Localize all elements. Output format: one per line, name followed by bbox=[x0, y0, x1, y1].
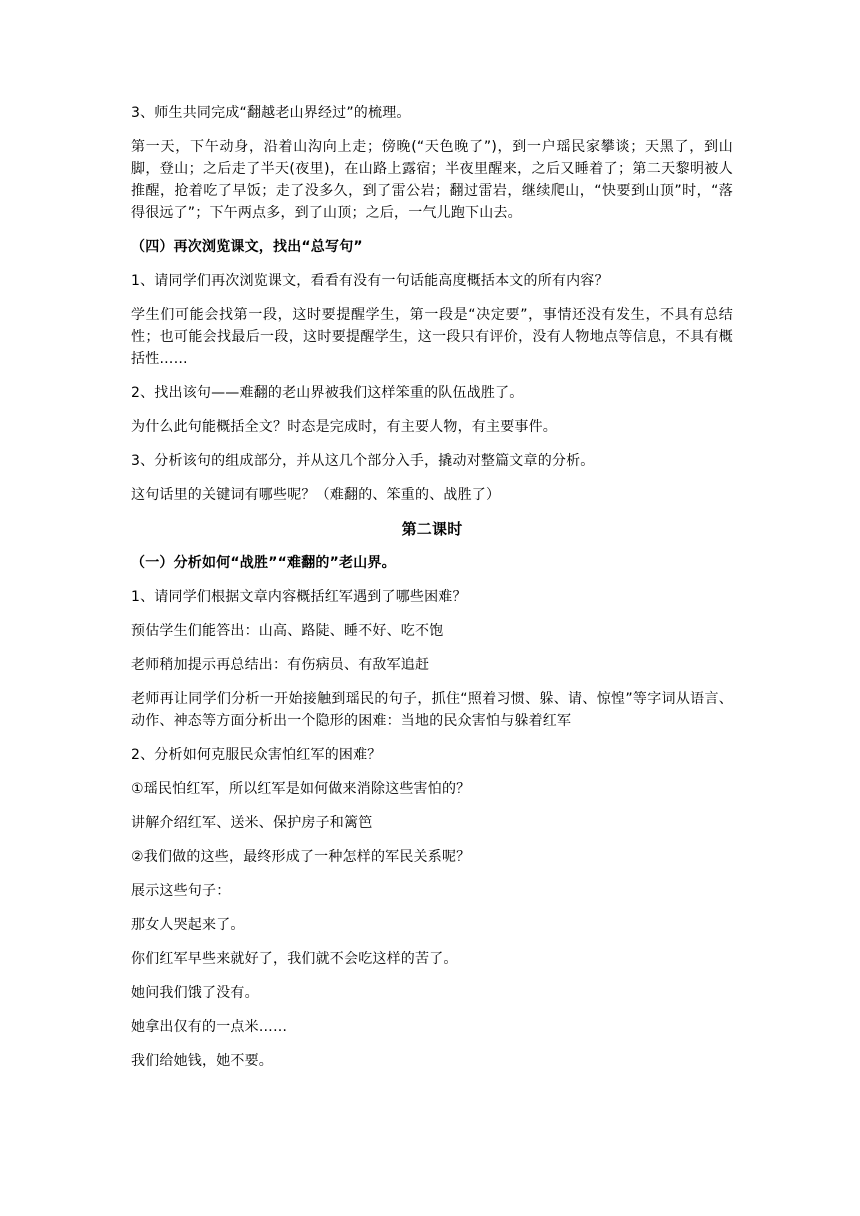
quoted-sentence: 她问我们饿了没有。 bbox=[131, 985, 259, 1001]
paragraph: 老师再让同学们分析一开始接触到瑶民的句子，抓住“照着习惯、躲、请、惊惶”等字词从语言、动作、神态等方面分析出一个隐形的困难：当地的民众害怕与躲着红军 bbox=[131, 691, 733, 729]
paragraph: 2、分析如何克服民众害怕红军的困难？ bbox=[131, 747, 382, 763]
lesson-title: 第二课时 bbox=[401, 520, 463, 538]
paragraph: ②我们做的这些，最终形成了一种怎样的军民关系呢？ bbox=[131, 849, 471, 865]
paragraph: 为什么此句能概括全文？时态是完成时，有主要人物，有主要事件。 bbox=[131, 419, 557, 435]
paragraph: ①瑶民怕红军，所以红军是如何做来消除这些害怕的？ bbox=[131, 781, 471, 797]
paragraph: 2、找出该句——难翻的老山界被我们这样笨重的队伍战胜了。 bbox=[131, 385, 524, 401]
paragraph: 学生们可能会找第一段，这时要提醒学生，第一段是“决定要”，事情还没有发生，不具有总结性；也可能会找最后一段，这时要提醒学生，这一段只有评价，没有人物地点等信息，不具有概括性…… bbox=[131, 307, 733, 367]
paragraph: 讲解介绍红军、送米、保护房子和篱笆 bbox=[131, 815, 373, 831]
section-heading: （一）分析如何“战胜”“难翻的”老山界。 bbox=[131, 555, 396, 571]
paragraph: 3、分析该句的组成部分，并从这几个部分入手，撬动对整篇文章的分析。 bbox=[131, 453, 595, 469]
paragraph: 这句话里的关键词有哪些呢？（难翻的、笨重的、战胜了） bbox=[131, 487, 501, 503]
quoted-sentence: 她拿出仅有的一点米…… bbox=[131, 1019, 288, 1035]
paragraph: 第一天，下午动身，沿着山沟向上走；傍晚(“天色晚了”)，到一户瑶民家攀谈；天黑了，到山脚，登山；之后走了半天(夜里)，在山路上露宿；半夜里醒来，之后又睡着了；第二天黎明被人推醒，抢着吃了早饭；走了没多久，到了雷公岩；翻过雷岩，继续爬山，“快要到山顶”时，“落得很远了”；下午两点多，到了山顶；之后，一气儿跑下山去。 bbox=[131, 139, 733, 221]
document-page bbox=[131, 102, 733, 1084]
paragraph: 老师稍加提示再总结出：有伤病员、有敌军追赶 bbox=[131, 657, 430, 673]
quoted-sentence: 你们红军早些来就好了，我们就不会吃这样的苦了。 bbox=[131, 951, 458, 967]
section-heading: （四）再次浏览课文，找出“总写句” bbox=[131, 239, 363, 255]
quoted-sentence: 我们给她钱，她不要。 bbox=[131, 1053, 273, 1069]
paragraph: 3、师生共同完成“翻越老山界经过”的梳理。 bbox=[131, 105, 411, 121]
paragraph: 展示这些句子： bbox=[131, 883, 231, 899]
paragraph: 预估学生们能答出：山高、路陡、睡不好、吃不饱 bbox=[131, 623, 444, 639]
paragraph: 1、请同学们再次浏览课文，看看有没有一句话能高度概括本文的所有内容？ bbox=[131, 273, 609, 289]
quoted-sentence: 那女人哭起来了。 bbox=[131, 917, 245, 933]
paragraph: 1、请同学们根据文章内容概括红军遇到了哪些困难？ bbox=[131, 589, 467, 605]
